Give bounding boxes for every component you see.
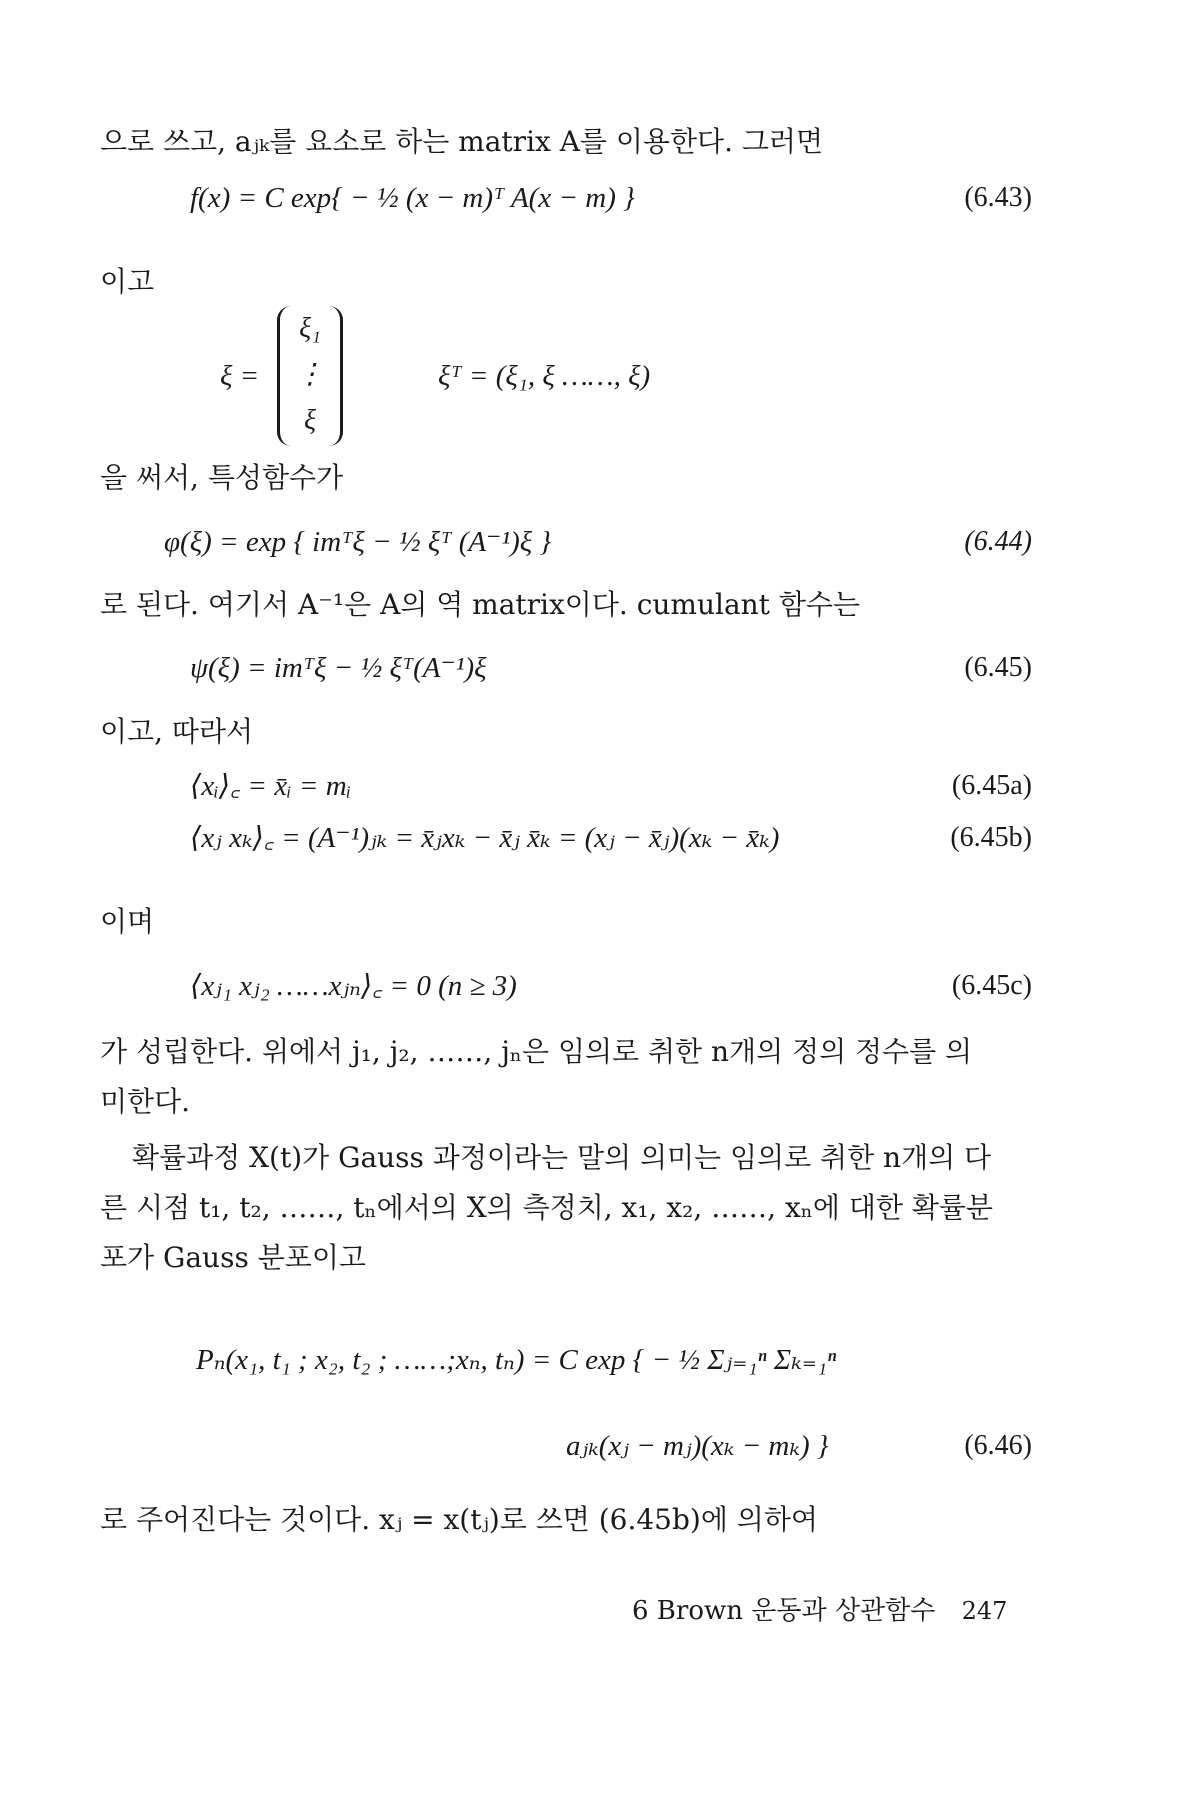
equation-number-6-43: (6.43) [964,182,1032,213]
equation-6-43: f(x) = C exp{ − ½ (x − m)ᵀ A(x − m) } [190,182,635,214]
page-footer [632,1593,1007,1629]
equation-number-6-45b: (6.45b) [950,822,1032,853]
equation-number-6-45a: (6.45a) [951,770,1032,801]
xi-vector-entry: ⋮ [296,359,324,390]
equation-6-44: φ(ξ) = exp { imᵀξ − ½ ξᵀ (A⁻¹)ξ } [164,526,552,558]
paragraph-gauss-line-1: 확률과정 X(t)가 Gauss 과정이라는 말의 의미는 임의로 취한 n개의 다 [132,1141,992,1174]
paragraph-gauss-line-3: 포가 Gauss 분포이고 [100,1241,366,1274]
xi-vector-lhs: ξ = [220,360,260,392]
paragraph-holds-line-2: 미한다. [100,1085,191,1118]
running-title: 6 Brown 운동과 상관함수 [632,1596,936,1626]
equation-6-46-line-2: aⱼₖ(xⱼ − mⱼ)(xₖ − mₖ) } [566,1430,829,1462]
equation-number-6-46: (6.46) [964,1430,1032,1461]
equation-6-45: ψ(ξ) = imᵀξ − ½ ξᵀ(A⁻¹)ξ [190,652,487,684]
xi-transpose: ξᵀ = (ξ₁, ξ ……, ξ) [438,360,651,392]
paragraph-characteristic-function: 을 써서, 특성함수가 [100,461,344,494]
paragraph-given-by: 로 주어진다는 것이다. xⱼ = x(tⱼ)로 쓰면 (6.45b)에 의하여 [100,1503,818,1536]
paragraph-igo: 이고 [100,265,155,298]
equation-number-6-45c: (6.45c) [951,970,1032,1001]
paragraph-inverse-matrix: 로 된다. 여기서 A⁻¹은 A의 역 matrix이다. cumulant 함수는 [100,588,860,621]
equation-6-45c: ⟨xⱼ₁ xⱼ₂ ……xⱼₙ⟩꜀ = 0 (n ≥ 3) [190,970,517,1002]
paragraph-gauss-line-2: 른 시점 t₁, t₂, ……, tₙ에서의 X의 측정치, x₁, x₂, ……, xₙ에 대한 확률분 [100,1191,993,1224]
paragraph-imyeo: 이며 [100,905,155,938]
equation-number-6-45: (6.45) [964,652,1032,683]
paragraph-therefore: 이고, 따라서 [100,715,254,748]
equation-number-6-44: (6.44) [964,526,1032,557]
paragraph-holds-line-1: 가 성립한다. 위에서 j₁, j₂, ……, jₙ은 임의로 취한 n개의 정의 정수를 의 [100,1035,973,1068]
equation-6-45b: ⟨xⱼ xₖ⟩꜀ = (A⁻¹)ⱼₖ = x̄ⱼxₖ − x̄ⱼ x̄ₖ = (xⱼ − x̄ⱼ)(xₖ − x̄ₖ) [190,822,780,854]
xi-vector-entry: ξ₁ [299,313,321,344]
xi-column-vector [277,306,343,446]
xi-vector-entry: ξ [304,405,316,436]
equation-6-45a: ⟨xᵢ⟩꜀ = x̄ᵢ = mᵢ [190,770,352,802]
equation-6-46-line-1: Pₙ(x₁, t₁ ; x₂, t₂ ; ……;xₙ, tₙ) = C exp { − ½ Σⱼ₌₁ⁿ Σₖ₌₁ⁿ [196,1344,837,1376]
page-number: 247 [961,1597,1008,1625]
paragraph-intro: 으로 쓰고, aⱼₖ를 요소로 하는 matrix A를 이용한다. 그러면 [100,125,824,158]
